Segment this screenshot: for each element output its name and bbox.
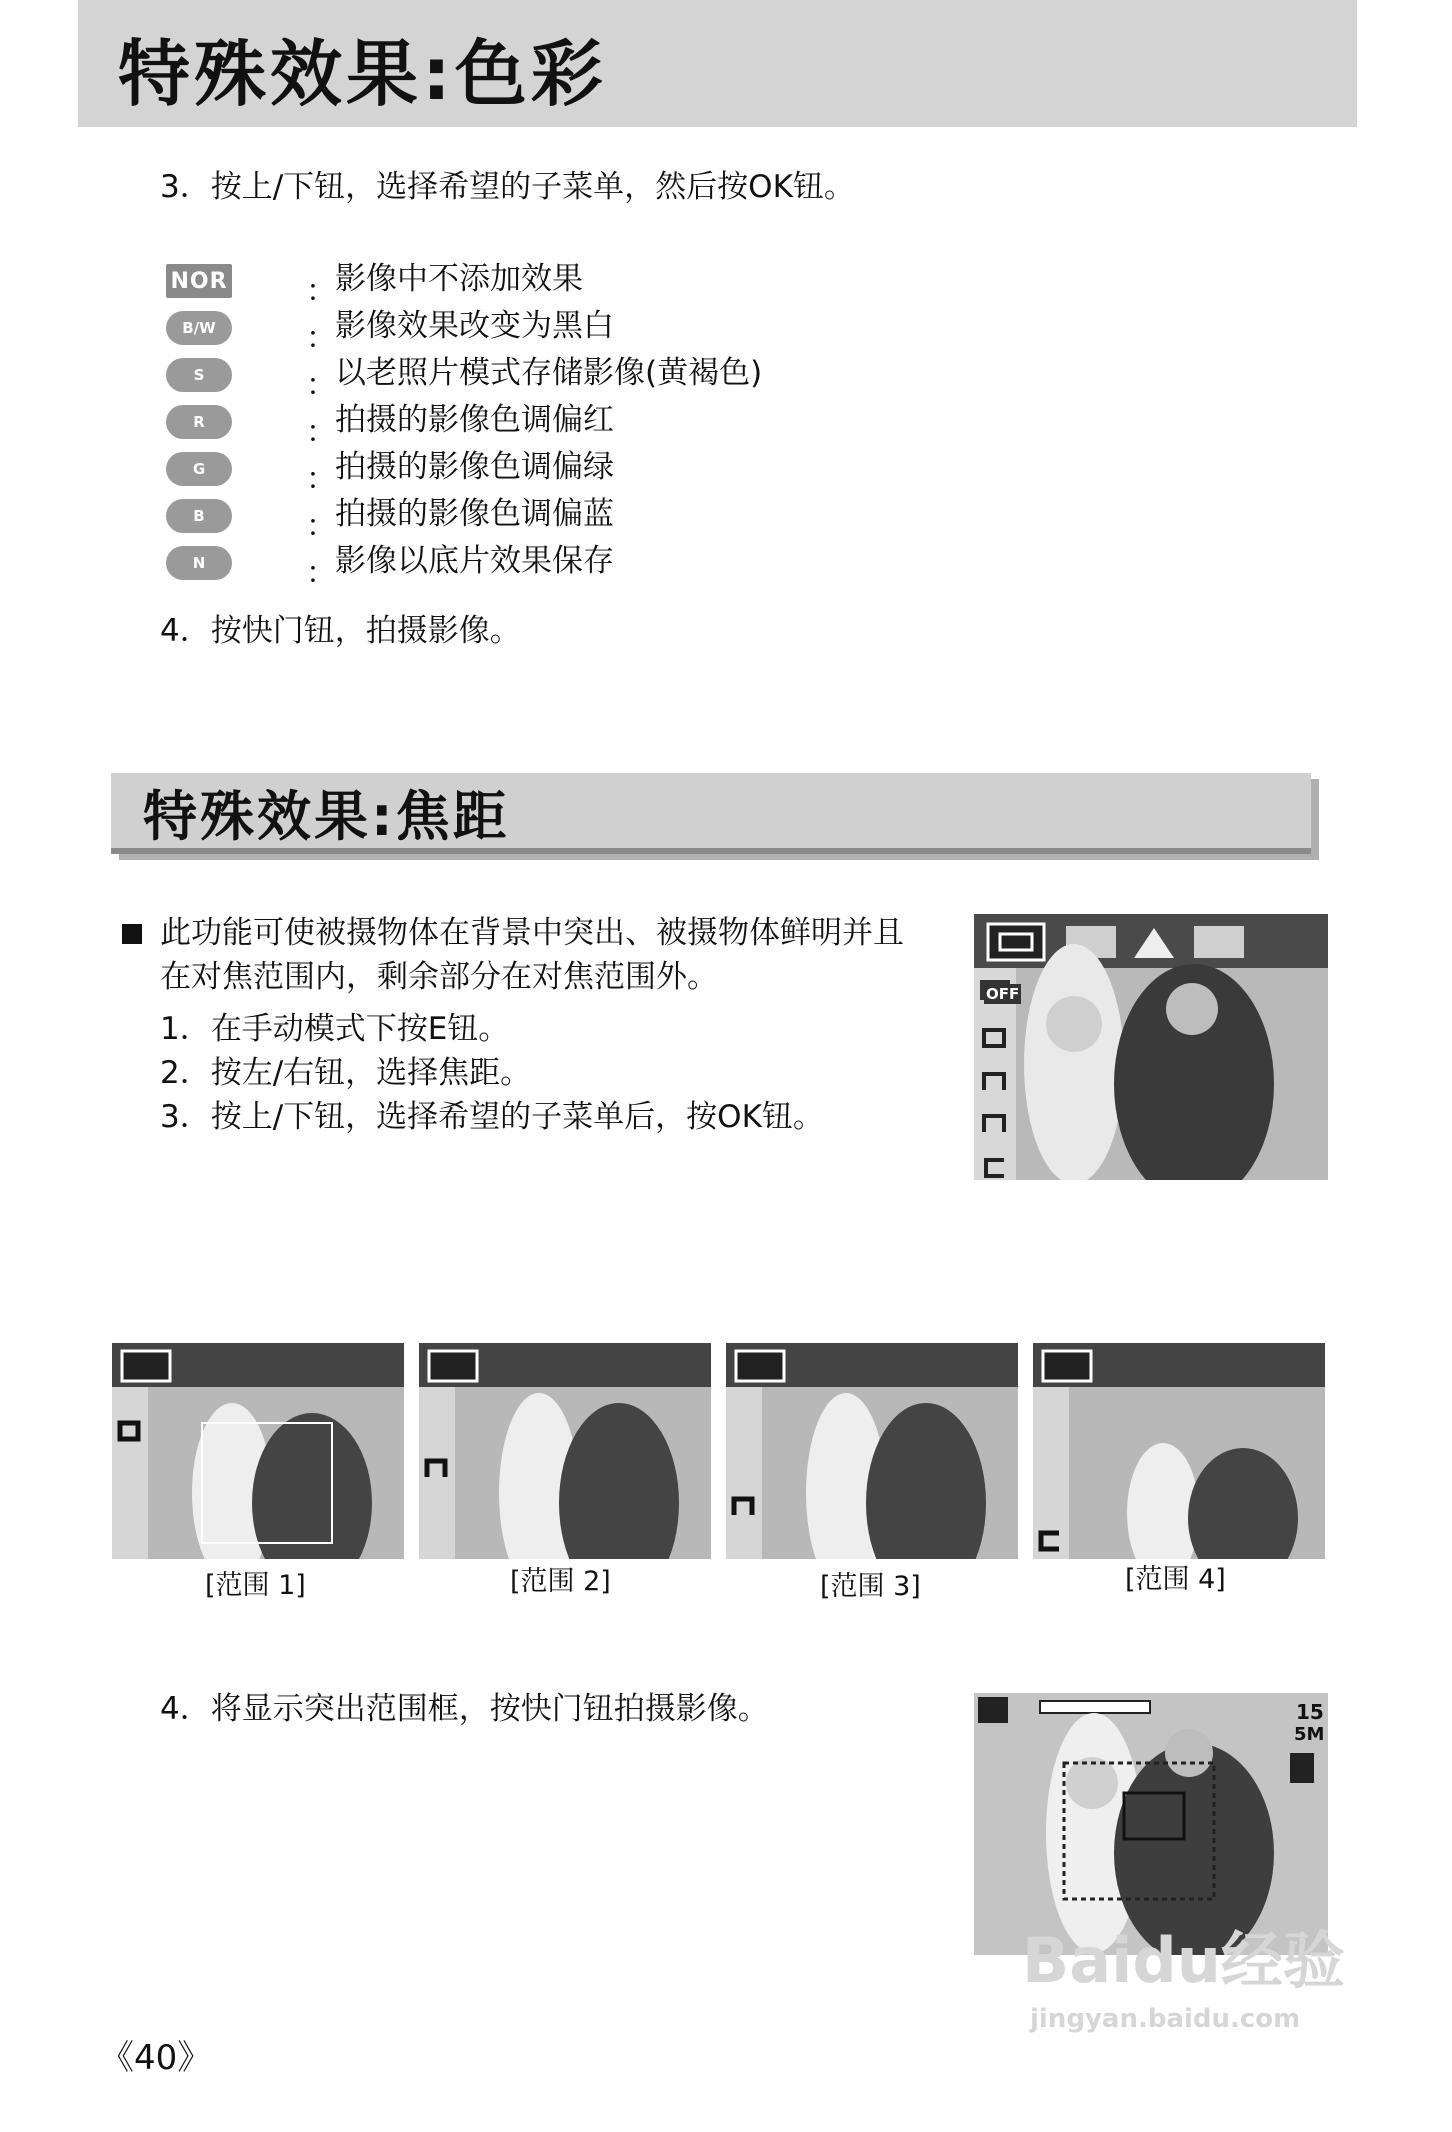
blue-icon: B xyxy=(166,499,232,533)
off-label: OFF xyxy=(986,985,1020,1003)
red-icon: R xyxy=(166,405,232,439)
focus-step-1: 1．在手动模式下按E钮。 xyxy=(160,1011,510,1047)
option-desc: 拍摄的影像色调偏绿 xyxy=(335,449,614,485)
option-desc: 影像以底片效果保存 xyxy=(335,543,614,579)
baidu-watermark: Baidu经验 xyxy=(1022,1924,1345,1997)
screen-range-2 xyxy=(419,1343,711,1559)
green-icon: G xyxy=(166,452,232,486)
screen-range-3 xyxy=(726,1343,1018,1559)
option-desc: 影像中不添加效果 xyxy=(335,261,583,297)
normal-icon: NOR xyxy=(166,264,232,298)
focus-step-2: 2．按左/右钮，选择焦距。 xyxy=(160,1055,532,1091)
screen-range-4 xyxy=(1033,1343,1325,1559)
page-number: 《40》 xyxy=(100,2038,212,2078)
option-desc: 拍摄的影像色调偏红 xyxy=(335,402,614,438)
focus-step-3: 3．按上/下钮，选择希望的子菜单后，按OK钮。 xyxy=(160,1099,824,1135)
sepia-icon: S xyxy=(166,358,232,392)
caption-range-4: [范围 4] xyxy=(1125,1564,1226,1595)
camera-screen-highlight-frame xyxy=(974,1693,1328,1955)
intro-line-2: 在对焦范围内，剩余部分在对焦范围外。 xyxy=(160,959,718,995)
caption-range-2: [范围 2] xyxy=(510,1566,611,1597)
bullet-square xyxy=(122,924,142,944)
color-step-3: 3．按上/下钮，选择希望的子菜单，然后按OK钮。 xyxy=(160,169,855,205)
caption-range-1: [范围 1] xyxy=(205,1570,306,1601)
black-white-icon: B/W xyxy=(166,311,232,345)
section-title-focus: 特殊效果:焦距 xyxy=(143,785,510,848)
camera-screen-focus-menu xyxy=(974,914,1328,1180)
option-desc: 拍摄的影像色调偏蓝 xyxy=(335,496,614,532)
option-desc: 影像效果改变为黑白 xyxy=(335,308,614,344)
negative-icon: N xyxy=(166,546,232,580)
screen-range-1 xyxy=(112,1343,404,1559)
caption-range-3: [范围 3] xyxy=(820,1571,921,1602)
intro-line-1: 此功能可使被摄物体在背景中突出、被摄物体鲜明并且 xyxy=(160,915,904,951)
color-step-4: 4．按快门钮，拍摄影像。 xyxy=(160,613,521,649)
image-size-label: 5M xyxy=(1294,1724,1325,1745)
focus-step-4: 4．将显示突出范围框，按快门钮拍摄影像。 xyxy=(160,1691,769,1727)
section-title-color: 特殊效果:色彩 xyxy=(118,32,607,116)
option-desc: 以老照片模式存储影像(黄褐色) xyxy=(335,355,763,391)
shots-remaining: 15 xyxy=(1296,1700,1324,1724)
baidu-watermark-url: jingyan.baidu.com xyxy=(1030,2004,1301,2034)
